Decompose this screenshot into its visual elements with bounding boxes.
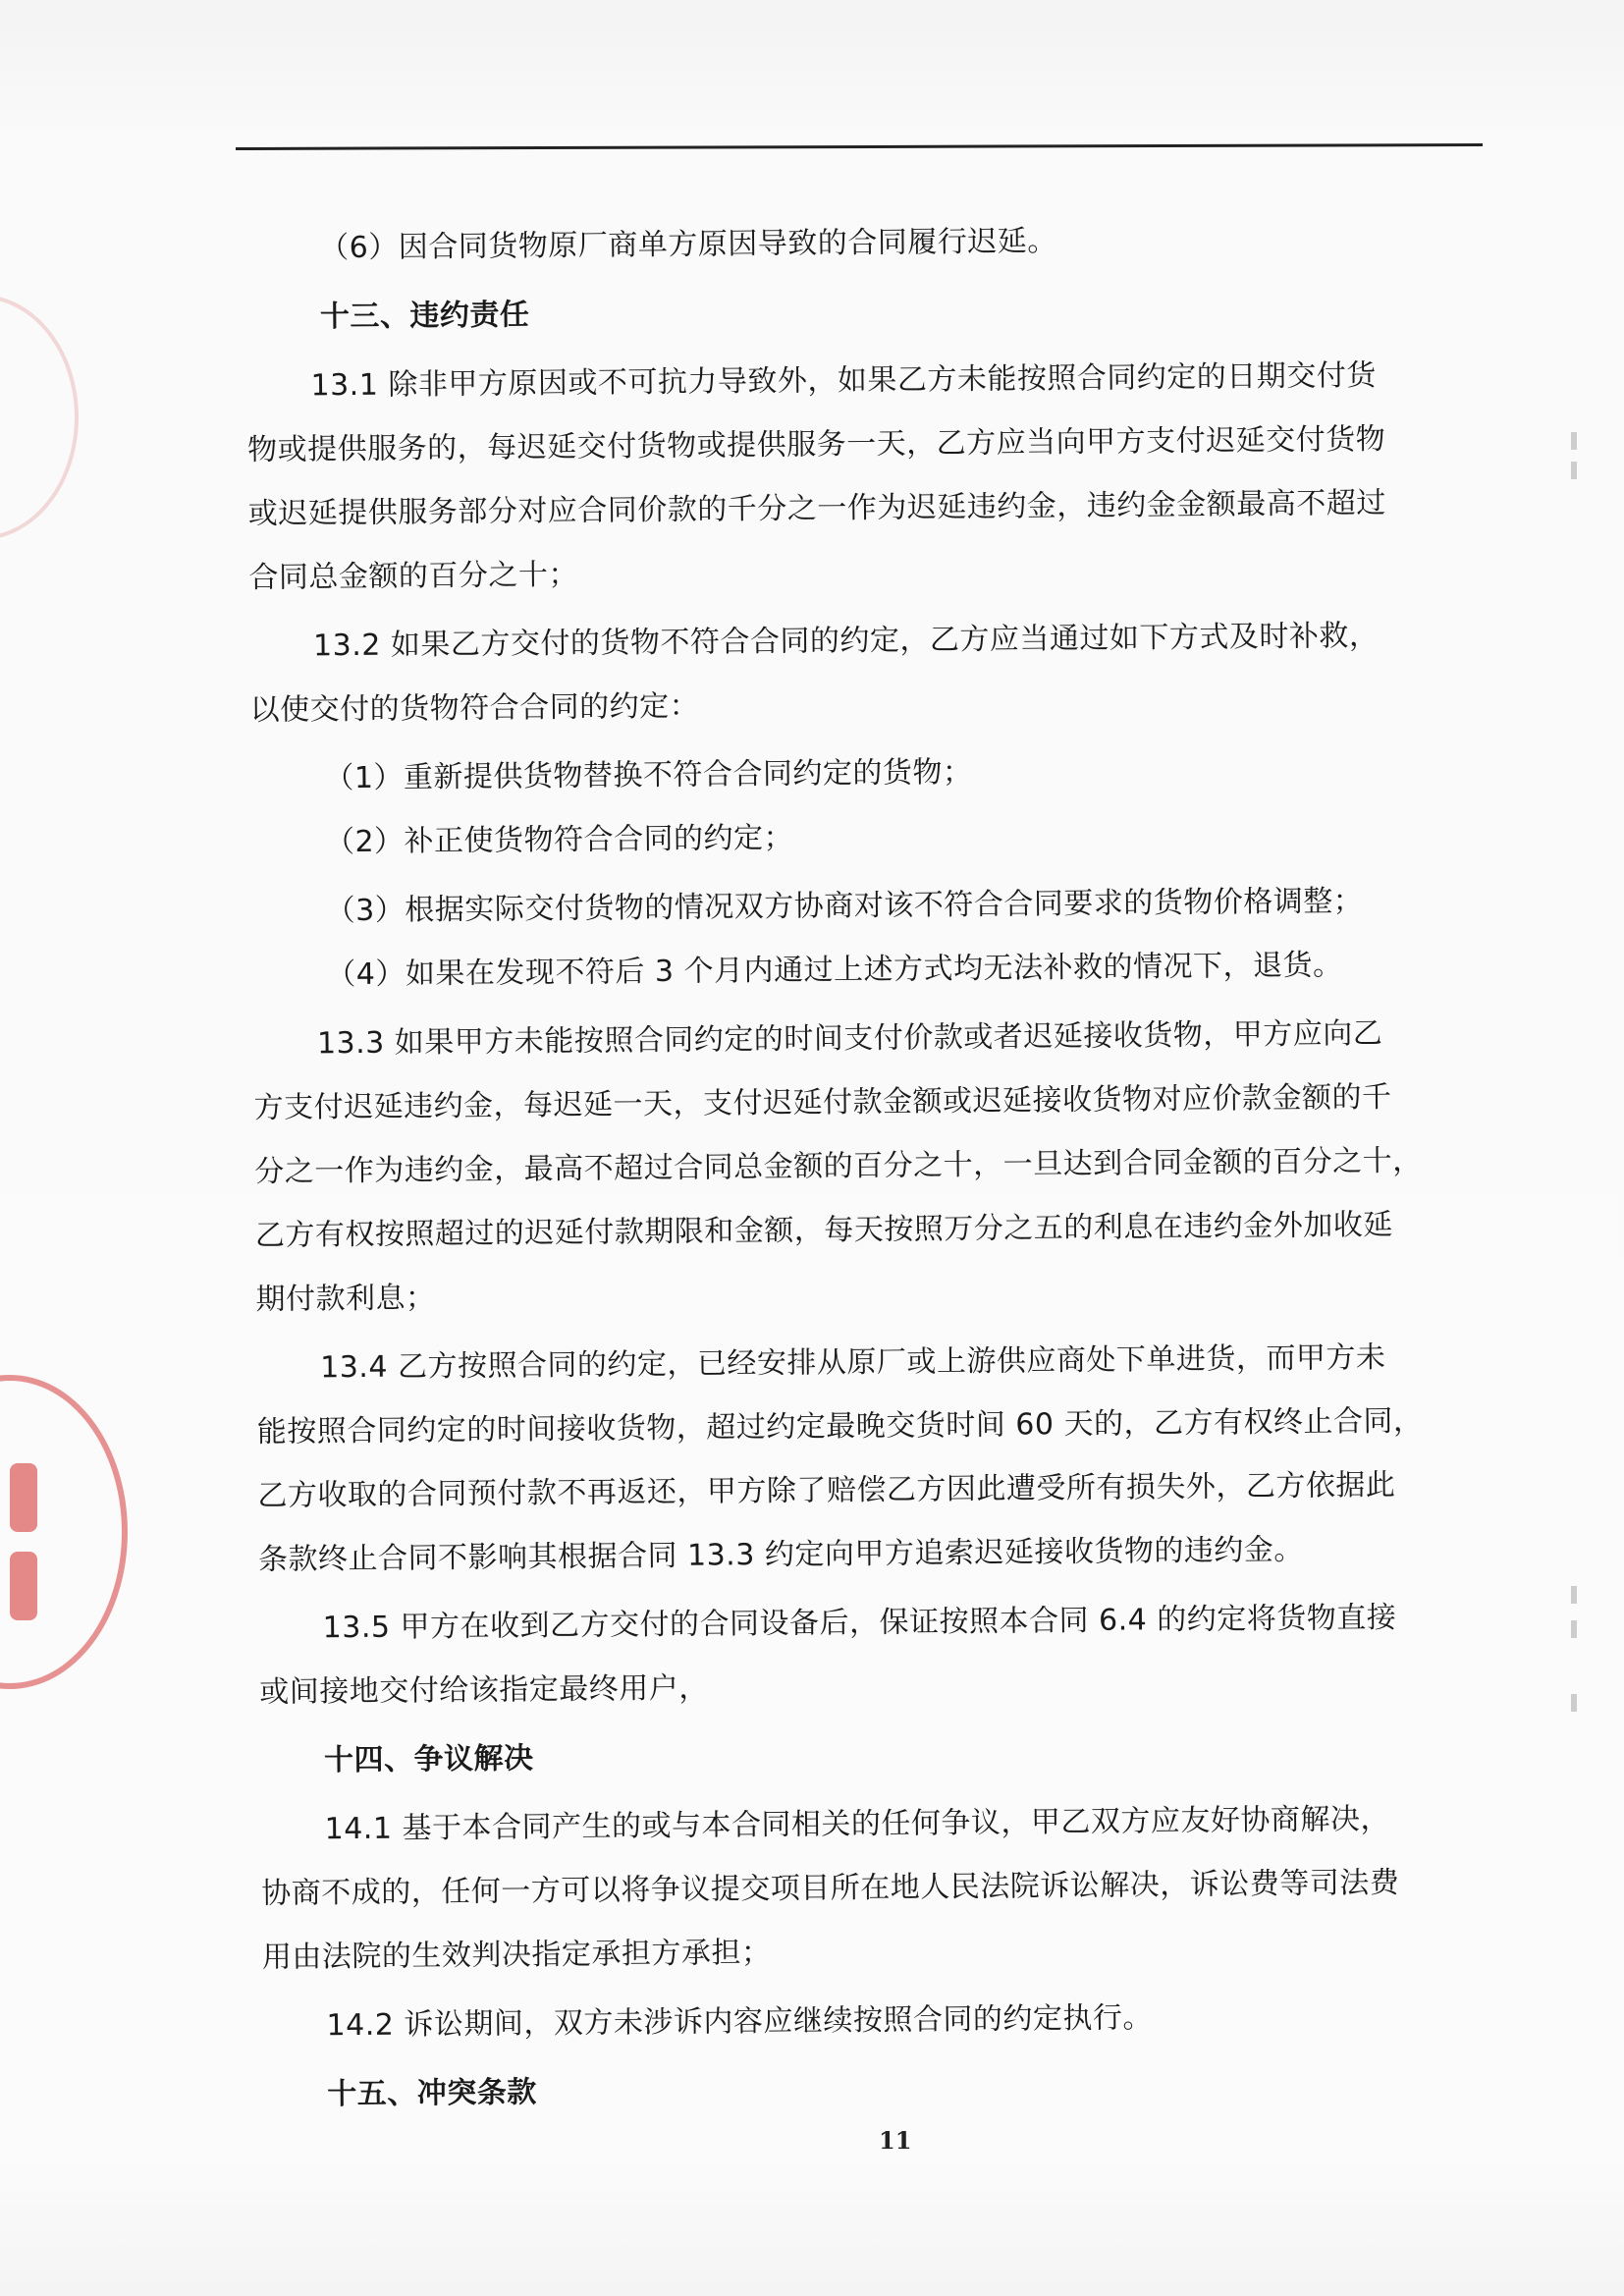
text-line: 协商不成的，任何一方可以将争议提交项目所在地人民法院诉讼解决，诉讼费等司法费 (261, 1865, 1400, 1911)
text-line: 乙方收取的合同预付款不再返还，甲方除了赔偿乙方因此遭受所有损失外，乙方依据此 (257, 1467, 1396, 1513)
text-line: 物或提供服务的，每迟延交付货物或提供服务一天，乙方应当向甲方支付迟延交付货物 (247, 421, 1386, 467)
text-line: （1）重新提供货物替换不符合合同约定的货物； (324, 754, 973, 796)
document-body (245, 216, 1512, 2112)
text-line: （2）补正使货物符合合同的约定； (324, 820, 794, 860)
text-line: 或迟延提供服务部分对应合同价款的千分之一作为迟延违约金，违约金金额最高不超过 (247, 485, 1386, 531)
text-line: 13.1 除非甲方原因或不可抗力导致外，如果乙方未能按照合同约定的日期交付货 (310, 357, 1378, 404)
seal-stamp (0, 1375, 128, 1689)
page-number: 11 (879, 2126, 912, 2155)
section-heading: 十四、争议解决 (323, 1741, 534, 1778)
text-line: 条款终止合同不影响其根据合同 13.3 约定向甲方追索迟延接收货物的违约金。 (257, 1532, 1305, 1577)
text-line: （6）因合同货物原厂商单方原因导致的合同履行迟延。 (319, 224, 1057, 266)
seal-stamp-faint (0, 295, 79, 540)
binding-mark (1571, 1620, 1577, 1638)
text-line: 分之一作为违约金，最高不超过合同总金额的百分之十，一旦达到合同金额的百分之十， (254, 1143, 1423, 1189)
section-heading: 十三、违约责任 (319, 298, 530, 335)
text-line: 用由法院的生效判决指定承担方承担； (261, 1935, 772, 1975)
seal-stamp-mark (10, 1463, 37, 1532)
text-line: 合同总金额的百分之十； (248, 557, 579, 595)
text-line: 13.2 如果乙方交付的货物不符合合同的约定，乙方应当通过如下方式及时补救， (312, 618, 1380, 664)
binding-mark (1571, 1586, 1577, 1604)
text-line: 能按照合同约定的时间接收货物，超过约定最晚交货时间 60 天的，乙方有权终止合同， (256, 1403, 1424, 1449)
header-rule (236, 143, 1483, 150)
section-heading: 十五、冲突条款 (327, 2075, 537, 2112)
show-through-text (1208, 246, 1237, 289)
text-line: 13.3 如果甲方未能按照合同约定的时间支付价款或者迟延接收货物，甲方应向乙 (316, 1015, 1383, 1062)
text-line: 方支付迟延违约金，每迟延一天，支付迟延付款金额或迟延接收货物对应价款金额的千 (253, 1079, 1392, 1125)
text-line: （4）如果在发现不符后 3 个月内通过上述方式均无法补救的情况下，退货。 (326, 948, 1343, 993)
text-line: （3）根据实际交付货物的情况双方协商对该不符合合同要求的货物价格调整； (325, 884, 1364, 929)
text-line: 13.5 甲方在收到乙方交付的合同设备后，保证按照本合同 6.4 的约定将货物直接 (322, 1600, 1397, 1646)
seal-stamp-mark (10, 1552, 37, 1620)
binding-mark (1571, 1694, 1577, 1712)
text-line: 或间接地交付给该指定最终用户， (259, 1670, 709, 1710)
text-line: 以使交付的货物符合合同的约定： (249, 688, 700, 728)
text-line: 乙方有权按照超过的迟延付款期限和金额，每天按照万分之五的利息在违约金外加收延 (254, 1207, 1393, 1253)
text-line: 期付款利息； (255, 1281, 436, 1317)
binding-mark (1571, 432, 1577, 450)
text-line: 14.1 基于本合同产生的或与本合同相关的任何争议，甲乙双方应友好协商解决， (324, 1801, 1391, 1847)
text-line: 14.2 诉讼期间，双方未涉诉内容应继续按照合同的约定执行。 (326, 2000, 1154, 2044)
binding-mark (1571, 462, 1577, 479)
text-line: 13.4 乙方按照合同的约定，已经安排从原厂或上游供应商处下单进货，而甲方未 (319, 1339, 1386, 1386)
